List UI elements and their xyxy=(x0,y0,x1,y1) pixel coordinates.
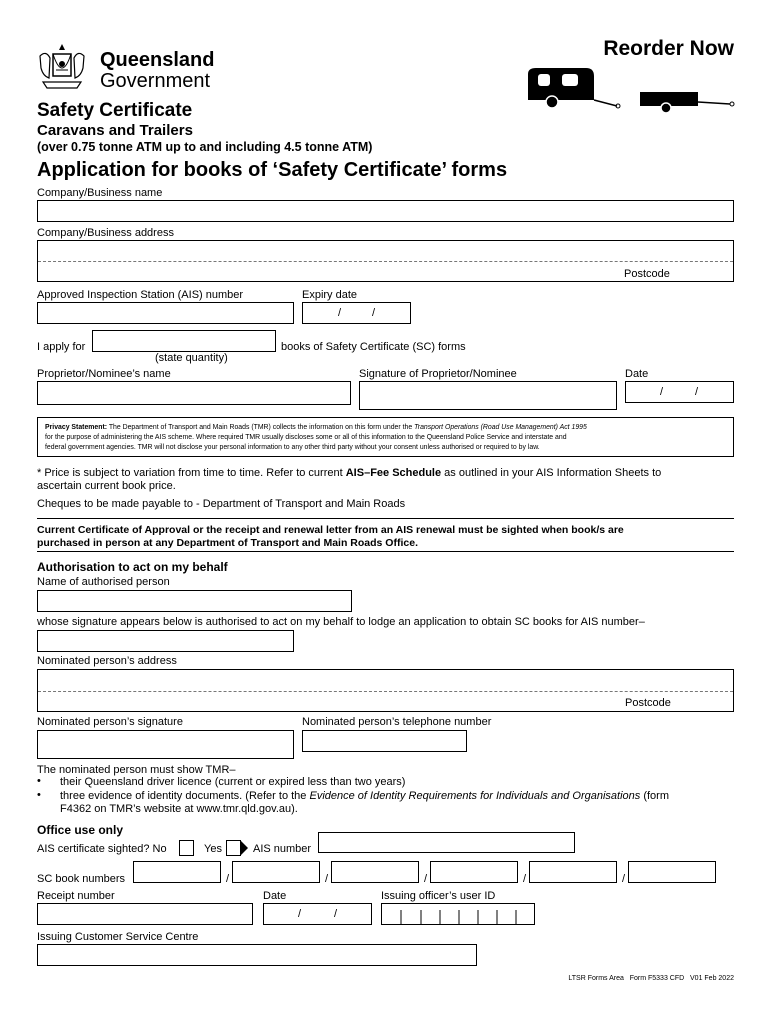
section-divider xyxy=(37,518,734,519)
price-note-1: * Price is subject to variation from time to time. Refer to current xyxy=(37,467,346,479)
whose-signature-text: whose signature appears below is authorised to act on my behalf to lodge an application to obtain SC books for AIS number– xyxy=(37,616,645,628)
privacy-heading: Privacy Statement: xyxy=(45,424,108,431)
office-ais-number-field[interactable] xyxy=(318,832,575,853)
nominated-postcode-label: Postcode xyxy=(625,697,671,709)
fee-schedule: AIS–Fee Schedule xyxy=(345,467,442,479)
proprietor-name-field[interactable] xyxy=(37,381,351,405)
ais-number-field[interactable] xyxy=(37,302,294,324)
queensland-crest-icon xyxy=(37,42,87,90)
authorisation-heading: Authorisation to act on my behalf xyxy=(37,560,228,574)
privacy-statement xyxy=(37,417,734,457)
sighted-note xyxy=(37,524,624,550)
date-separator: / xyxy=(298,908,302,920)
date-label: Date xyxy=(625,368,649,380)
book-separator: / xyxy=(325,873,329,885)
licence-bullet: their Queensland driver licence (current or expired less than two years) xyxy=(60,776,406,788)
sc-book-number-field[interactable] xyxy=(430,861,518,883)
date-separator: / xyxy=(334,908,338,920)
footer-form-id: LTSR Forms Area Form F5333 CFD V01 Feb 2022 xyxy=(568,975,734,982)
price-note-3: ascertain current book price. xyxy=(37,480,176,492)
proprietor-name-label: Proprietor/Nominee’s name xyxy=(37,368,171,380)
price-note-2: as outlined in your AIS Information Sheets to xyxy=(441,467,662,479)
price-note xyxy=(37,467,737,493)
main-title: Application for books of ‘Safety Certificate’ forms xyxy=(37,159,508,181)
sighted-yes-label: Yes xyxy=(204,843,222,855)
sighted-note-2: purchased in person at any Department of Transport and Main Roads Office. xyxy=(37,537,418,549)
sighted-yes-checkbox[interactable] xyxy=(226,840,241,856)
office-date-label: Date xyxy=(263,890,287,902)
company-address-label: Company/Business address xyxy=(37,227,174,239)
bullet-icon: • xyxy=(37,775,41,787)
nominated-address-label: Nominated person’s address xyxy=(37,655,177,667)
trailer-icon xyxy=(638,88,738,116)
section-divider xyxy=(37,551,734,552)
privacy-act: Transport Operations (Road Use Management) Act 1995 xyxy=(414,424,587,431)
bullet-icon: • xyxy=(37,789,41,801)
receipt-number-field[interactable] xyxy=(37,903,253,925)
state-quantity-label: (state quantity) xyxy=(155,352,228,364)
ais-sighted-label: AIS certificate sighted? No xyxy=(37,843,167,855)
date-separator: / xyxy=(338,307,342,319)
books-of-label: books of Safety Certificate (SC) forms xyxy=(281,341,466,353)
sc-book-number-field[interactable] xyxy=(529,861,617,883)
officer-id-label: Issuing officer’s user ID xyxy=(381,890,496,902)
nominated-signature-label: Nominated person’s signature xyxy=(37,716,183,728)
privacy-text-3: federal government agencies. TMR will not disclose your personal information to any other third party without your consent unless authorised or required to by law. xyxy=(45,444,540,451)
i-apply-for-label: I apply for xyxy=(37,341,86,353)
evidence-bullet xyxy=(60,790,669,802)
arrow-right-icon xyxy=(240,840,248,856)
office-ais-number-label: AIS number xyxy=(253,843,312,855)
proprietor-signature-field[interactable] xyxy=(359,381,617,410)
expiry-date-label: Expiry date xyxy=(302,289,358,301)
nominated-signature-field[interactable] xyxy=(37,730,294,759)
company-postcode-label: Postcode xyxy=(624,268,670,280)
logo-line2: Government xyxy=(100,70,211,92)
sc-book-number-field[interactable] xyxy=(133,861,221,883)
service-centre-field[interactable] xyxy=(37,944,477,966)
date-separator: / xyxy=(660,386,664,398)
form-title: Safety Certificate xyxy=(37,100,193,121)
nominated-phone-field[interactable] xyxy=(302,730,467,752)
evidence-bullet-c: F4362 on TMR’s website at www.tmr.qld.gov.au). xyxy=(60,803,298,815)
sighted-no-checkbox[interactable] xyxy=(179,840,194,856)
receipt-number-label: Receipt number xyxy=(37,890,115,902)
caravan-icon xyxy=(522,64,624,112)
authorised-ais-number-field[interactable] xyxy=(37,630,294,652)
address-divider xyxy=(38,691,733,692)
office-use-heading: Office use only xyxy=(37,823,124,837)
must-show-text: The nominated person must show TMR– xyxy=(37,764,236,776)
quantity-field[interactable] xyxy=(92,330,276,352)
logo-line1: Queensland xyxy=(100,49,215,71)
date-separator: / xyxy=(695,386,699,398)
form-subtitle: Caravans and Trailers xyxy=(37,122,193,139)
address-divider xyxy=(38,261,733,262)
book-separator: / xyxy=(424,873,428,885)
privacy-text-2: for the purpose of administering the AIS scheme. Where required TMR usually discloses some or all of this information to the Queensland Police Service and interstate and xyxy=(45,434,567,441)
form-subtitle-2: (over 0.75 tonne ATM up to and including 4.5 tonne ATM) xyxy=(37,140,373,154)
service-centre-label: Issuing Customer Service Centre xyxy=(37,931,199,943)
sighted-note-1: Current Certificate of Approval or the receipt and renewal letter from an AIS renewal must be sighted when book/s are xyxy=(37,524,624,536)
authorised-name-label: Name of authorised person xyxy=(37,576,170,588)
book-separator: / xyxy=(523,873,527,885)
cheques-note: Cheques to be made payable to - Department of Transport and Main Roads xyxy=(37,498,406,510)
date-separator: / xyxy=(372,307,376,319)
authorised-name-field[interactable] xyxy=(37,590,352,612)
nominated-phone-label: Nominated person’s telephone number xyxy=(302,716,492,728)
officer-id-dividers xyxy=(381,910,535,925)
evidence-bullet-a: three evidence of identity documents. (Refer to the xyxy=(60,790,310,802)
sc-book-number-field[interactable] xyxy=(628,861,716,883)
office-date-field[interactable] xyxy=(263,903,372,925)
expiry-date-field[interactable] xyxy=(302,302,411,324)
privacy-text-1: The Department of Transport and Main Roads (TMR) collects the information on this form under the xyxy=(107,424,415,431)
evidence-bullet-b: (form xyxy=(640,790,670,802)
sc-book-numbers-label: SC book numbers xyxy=(37,873,126,885)
sc-book-number-field[interactable] xyxy=(331,861,419,883)
book-separator: / xyxy=(622,873,626,885)
company-name-field[interactable] xyxy=(37,200,734,222)
proprietor-signature-label: Signature of Proprietor/Nominee xyxy=(359,368,517,380)
company-name-label: Company/Business name xyxy=(37,187,163,199)
book-separator: / xyxy=(226,873,230,885)
sc-book-number-field[interactable] xyxy=(232,861,320,883)
evidence-doc-title: Evidence of Identity Requirements for Individuals and Organisations xyxy=(309,790,641,802)
reorder-now-heading: Reorder Now xyxy=(603,37,734,60)
proprietor-date-field[interactable] xyxy=(625,381,734,403)
ais-number-label: Approved Inspection Station (AIS) number xyxy=(37,289,244,301)
